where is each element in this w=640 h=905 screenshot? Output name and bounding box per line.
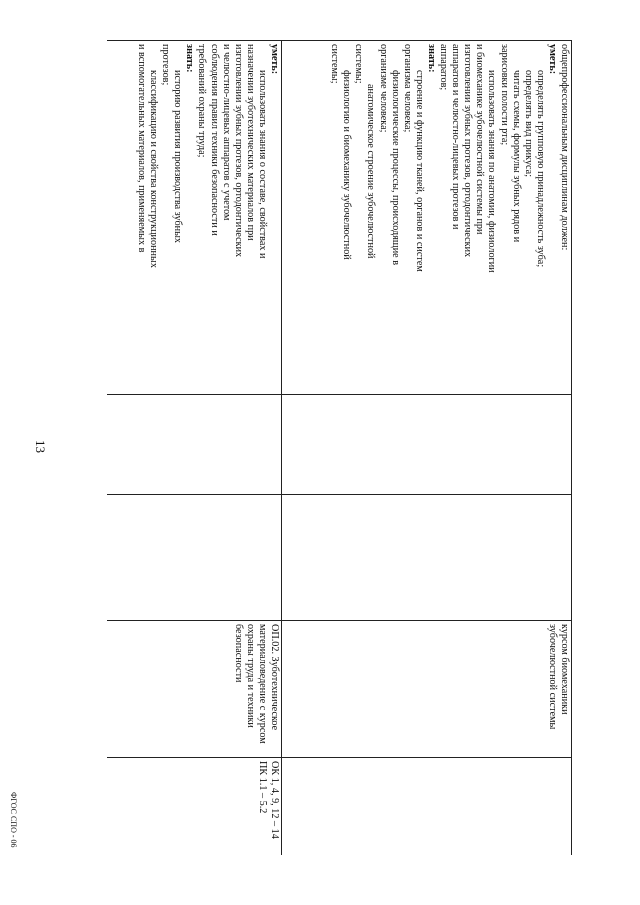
competencies-cell: ОК 1, 4, 9, 12 – 14 ПК 1.1 – 5.2 [107, 758, 282, 856]
discipline-cell: курсом биомеханики зубочелюстной системы [282, 621, 572, 758]
requirement-line: читать схемы, формулы зубных рядов и [510, 70, 522, 243]
max-load-cell [107, 395, 282, 495]
requirement-line: физиологию и биомеханику зубочелюстной [341, 70, 353, 260]
max-load-cell [282, 395, 572, 495]
section-heading [546, 44, 558, 391]
requirement-line: изготовлении зубных протезов, ортодонтических [462, 44, 474, 258]
section-heading-text: уметь: [269, 44, 280, 75]
requirement-line: назначении зуботехнических материалов при [244, 44, 256, 241]
requirement-line: физиологические процессы, происходящие в [389, 70, 401, 266]
requirements-cell [107, 41, 282, 395]
requirement-line: строение и функцию тканей, органов и систем [413, 70, 425, 272]
section-heading-text: уметь: [546, 44, 558, 75]
rotated-table-frame [107, 40, 572, 855]
footer-label: ФГОС СПО - 06 [9, 792, 18, 848]
requirement-line: использовать знания о составе, свойствах и [256, 70, 268, 259]
rotated-table [107, 40, 572, 855]
requirement-line: и челюстно-лицевых аппаратов с учетом [220, 44, 232, 221]
requirement-line: определять вид прикуса; [522, 70, 534, 178]
requirement-line: организма человека; [401, 44, 413, 133]
requirement-line: организме человека; [377, 44, 389, 133]
section-heading [425, 44, 437, 391]
requirement-line: и биомеханике зубочелюстной системы при [474, 44, 486, 235]
requirement-line: и вспомогательных материалов, применяемых в [135, 44, 147, 253]
hours-cell [107, 495, 282, 621]
requirement-line: классификацию и свойства конструкционных [148, 70, 160, 268]
requirement-line: изготовлении зубных протезов, ортодонтических [232, 44, 244, 258]
requirement-line: анатомическое строение зубочелюстной [365, 84, 377, 259]
requirement-line: общепрофессиональным дисциплинам должен: [559, 44, 570, 251]
requirement-line: историю развития производства зубных [172, 70, 184, 244]
requirement-line: соблюдения правил техники безопасности и [208, 44, 220, 236]
requirements-cell [282, 41, 572, 395]
requirement-line: аппаратов; [438, 44, 450, 91]
table-row [282, 41, 572, 856]
requirement-line: протезов; [160, 44, 172, 86]
section-heading [183, 44, 195, 391]
discipline-cell: ОП.02. Зуботехническое материаловедение с курсом охраны труда и техники безопасности [107, 621, 282, 758]
requirement-line: аппаратов и челюстно-лицевых протезов и [450, 44, 462, 230]
hours-cell [282, 495, 572, 621]
requirement-line: требований охраны труда; [196, 44, 208, 158]
competencies-cell [282, 758, 572, 856]
page-number: 13 [33, 440, 48, 453]
requirement-line: системы; [329, 44, 341, 84]
standards-table [107, 40, 572, 855]
section-heading [268, 44, 280, 391]
requirement-line: использовать знания по анатомии, физиологии [486, 70, 498, 273]
requirement-line: системы; [353, 44, 365, 84]
section-heading-text: знать: [184, 44, 196, 73]
table-row [107, 41, 282, 856]
requirement-line: зарисовки полости рта; [498, 44, 510, 146]
requirement-line: определять групповую принадлежность зуба; [534, 70, 546, 268]
section-heading-text: знать: [425, 44, 437, 73]
